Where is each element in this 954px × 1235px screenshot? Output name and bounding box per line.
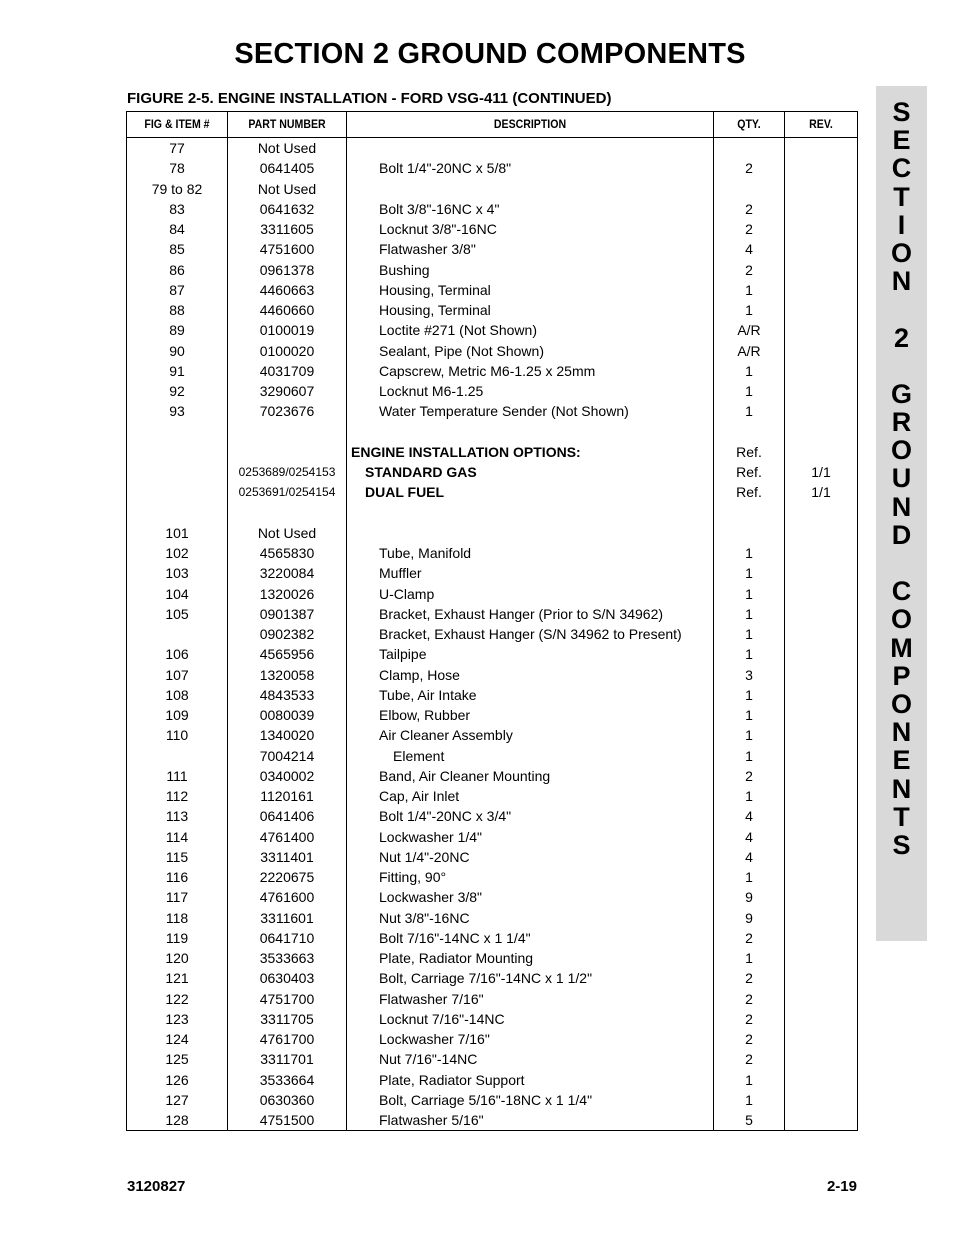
table-row bbox=[127, 847, 857, 867]
fig-item-cell: 83 bbox=[169, 200, 185, 217]
fig-item-cell: 108 bbox=[165, 686, 189, 703]
qty-cell: 2 bbox=[745, 970, 753, 987]
fig-item-cell: 92 bbox=[169, 383, 185, 399]
part-number-cell: 0100019 bbox=[259, 322, 315, 339]
table-row bbox=[127, 725, 857, 745]
qty-cell: 9 bbox=[745, 889, 753, 906]
description-cell: Cap, Air Inlet bbox=[379, 788, 460, 804]
qty-cell: 1 bbox=[745, 1071, 753, 1088]
table-row bbox=[127, 827, 857, 847]
table-row bbox=[127, 1029, 857, 1049]
description-cell: Water Temperature Sender (Not Shown) bbox=[379, 403, 629, 420]
qty-cell: 1 bbox=[745, 302, 753, 318]
table-row bbox=[127, 260, 857, 280]
description-cell: Bolt, Carriage 7/16"-14NC x 1 1/2" bbox=[379, 970, 593, 987]
qty-cell: 1 bbox=[745, 626, 753, 642]
side-tab-letter: T bbox=[893, 801, 910, 832]
table-row bbox=[127, 300, 857, 320]
table-row bbox=[127, 786, 857, 806]
table-row bbox=[127, 341, 857, 361]
side-tab-letter: I bbox=[897, 209, 906, 240]
side-tab-letter: T bbox=[893, 181, 910, 212]
description-cell: Locknut M6-1.25 bbox=[379, 383, 484, 399]
side-tab-letter: 2 bbox=[893, 322, 910, 353]
qty-cell: 3 bbox=[745, 666, 753, 683]
fig-item-cell: 128 bbox=[165, 1112, 189, 1128]
rev-cell: 1/1 bbox=[811, 484, 831, 501]
side-tab-letter bbox=[876, 295, 927, 323]
qty-cell: 2 bbox=[745, 160, 753, 177]
table-row bbox=[127, 1070, 857, 1090]
side-tab-letter: M bbox=[890, 632, 913, 663]
fig-item-cell: 111 bbox=[166, 767, 188, 784]
description-cell: Bushing bbox=[379, 261, 430, 278]
description-cell: Bolt 1/4"-20NC x 5/8" bbox=[379, 160, 512, 177]
description-cell: Bracket, Exhaust Hanger (Prior to S/N 34962) bbox=[379, 605, 664, 622]
description-cell: Bracket, Exhaust Hanger (S/N 34962 to Present) bbox=[379, 626, 682, 642]
fig-item-cell: 85 bbox=[169, 241, 185, 258]
part-number-cell: 0641710 bbox=[259, 929, 315, 946]
qty-cell: 1 bbox=[745, 1091, 753, 1108]
page-number: 2-19 bbox=[826, 1178, 857, 1195]
qty-cell: A/R bbox=[737, 322, 761, 339]
part-number-cell: 0340002 bbox=[259, 767, 315, 784]
fig-item-cell: 117 bbox=[165, 889, 189, 906]
side-tab-letter: N bbox=[891, 717, 912, 748]
side-tab-letter: C bbox=[891, 153, 912, 184]
part-number-cell: 3220084 bbox=[259, 565, 315, 582]
qty-cell: 4 bbox=[745, 808, 753, 825]
part-number-cell: 3533663 bbox=[259, 950, 315, 966]
description-cell: Bolt 3/8"-16NC x 4" bbox=[379, 200, 500, 217]
description-cell: Plate, Radiator Support bbox=[379, 1071, 525, 1088]
side-tab-letter: E bbox=[892, 125, 911, 156]
description-cell: Locknut 3/8"-16NC bbox=[379, 221, 497, 237]
description-cell: Bolt, Carriage 5/16"-18NC x 1 1/4" bbox=[379, 1091, 593, 1108]
part-number-cell: 0080039 bbox=[259, 707, 315, 723]
part-number-cell: 0630403 bbox=[259, 970, 315, 987]
description-cell: Fitting, 90° bbox=[379, 869, 447, 885]
part-number-cell: 3290607 bbox=[259, 383, 315, 399]
description-cell: Muffler bbox=[379, 565, 422, 582]
table-row bbox=[127, 644, 857, 664]
part-number-cell: 0253689/0254153 bbox=[238, 465, 336, 479]
side-tab-letter: N bbox=[891, 491, 912, 522]
fig-item-cell: 127 bbox=[165, 1091, 189, 1108]
document-number: 3120827 bbox=[127, 1178, 186, 1195]
part-number-cell: 7023676 bbox=[259, 403, 315, 420]
qty-cell: 1 bbox=[745, 383, 753, 399]
table-row bbox=[127, 705, 857, 725]
part-number-cell: 2220675 bbox=[259, 869, 315, 885]
table-row bbox=[127, 543, 857, 563]
part-number-cell: 0902382 bbox=[259, 626, 315, 642]
fig-item-cell: 79 to 82 bbox=[151, 180, 203, 197]
qty-cell: Ref. bbox=[736, 484, 762, 501]
part-number-cell: 7004214 bbox=[259, 747, 315, 764]
qty-cell: 1 bbox=[745, 646, 753, 663]
part-number-cell: 3311605 bbox=[260, 221, 314, 237]
table-row bbox=[127, 179, 857, 199]
table-row bbox=[127, 948, 857, 968]
qty-cell: 2 bbox=[745, 221, 753, 237]
qty-cell: 4 bbox=[745, 828, 753, 845]
part-number-cell: 0100020 bbox=[259, 342, 315, 359]
fig-item-cell: 84 bbox=[169, 221, 185, 237]
part-number-cell: 0630360 bbox=[259, 1091, 315, 1108]
side-tab-letter: N bbox=[891, 773, 912, 804]
table-row bbox=[127, 462, 857, 482]
qty-cell: 1 bbox=[745, 403, 753, 420]
table-row bbox=[127, 665, 857, 685]
description-cell: Capscrew, Metric M6-1.25 x 25mm bbox=[379, 362, 596, 379]
description-cell: Housing, Terminal bbox=[379, 281, 491, 298]
qty-cell: 1 bbox=[745, 788, 753, 804]
qty-cell: 2 bbox=[745, 767, 753, 784]
fig-item-cell: 89 bbox=[169, 322, 185, 339]
side-tab-letter: S bbox=[892, 829, 911, 860]
table-row bbox=[127, 908, 857, 928]
part-number-cell: 3311401 bbox=[260, 848, 314, 865]
side-tab-letter: G bbox=[890, 378, 912, 409]
qty-cell: Ref. bbox=[736, 443, 762, 460]
qty-cell: 4 bbox=[745, 241, 753, 258]
fig-item-cell: 110 bbox=[165, 727, 189, 744]
description-cell: DUAL FUEL bbox=[365, 484, 445, 501]
part-number-cell: 4565830 bbox=[259, 545, 315, 561]
fig-item-cell: 125 bbox=[165, 1051, 189, 1068]
part-number-cell: 3311705 bbox=[260, 1010, 314, 1027]
header-description: DESCRIPTION bbox=[493, 117, 567, 131]
table-row bbox=[127, 523, 857, 543]
description-cell: U-Clamp bbox=[379, 585, 435, 602]
table-row bbox=[127, 989, 857, 1009]
description-cell: Flatwasher 5/16" bbox=[379, 1112, 484, 1128]
rev-cell: 1/1 bbox=[811, 464, 831, 480]
description-cell: Lockwasher 3/8" bbox=[379, 889, 483, 906]
description-cell: Nut 7/16"-14NC bbox=[379, 1051, 478, 1068]
fig-item-cell: 87 bbox=[169, 281, 185, 298]
table-row bbox=[127, 1009, 857, 1029]
qty-cell: 4 bbox=[745, 848, 753, 865]
qty-cell: 1 bbox=[745, 605, 753, 622]
fig-item-cell: 86 bbox=[169, 261, 185, 278]
description-cell: Bolt 1/4"-20NC x 3/4" bbox=[379, 808, 512, 825]
description-cell: Plate, Radiator Mounting bbox=[379, 950, 534, 966]
fig-item-cell: 104 bbox=[165, 585, 189, 602]
fig-item-cell: 113 bbox=[165, 808, 189, 825]
fig-item-cell: 78 bbox=[169, 160, 185, 177]
fig-item-cell: 120 bbox=[165, 950, 189, 966]
fig-item-cell: 106 bbox=[165, 646, 189, 663]
side-tab-letter: U bbox=[891, 463, 912, 494]
part-number-cell: 0253691/0254154 bbox=[238, 485, 336, 500]
qty-cell: 2 bbox=[745, 990, 753, 1007]
table-row bbox=[127, 239, 857, 259]
fig-item-cell: 105 bbox=[165, 605, 189, 622]
qty-cell: 2 bbox=[745, 929, 753, 946]
table-row bbox=[127, 806, 857, 826]
description-cell: Loctite #271 (Not Shown) bbox=[379, 322, 537, 339]
table-row bbox=[127, 867, 857, 887]
part-number-cell: 0641405 bbox=[259, 160, 315, 177]
header-part-number: PART NUMBER bbox=[248, 117, 326, 131]
description-cell: Tube, Air Intake bbox=[379, 686, 477, 703]
qty-cell: 1 bbox=[745, 545, 753, 561]
qty-cell: 1 bbox=[745, 869, 753, 885]
qty-cell: 1 bbox=[745, 707, 753, 723]
part-number-cell: 4751500 bbox=[259, 1112, 315, 1128]
part-number-cell: 4761600 bbox=[259, 889, 315, 906]
table-row bbox=[127, 624, 857, 644]
table-row bbox=[127, 563, 857, 583]
side-tab-letter: N bbox=[891, 266, 912, 297]
qty-cell: 1 bbox=[745, 362, 753, 379]
side-tab-letter: E bbox=[892, 745, 911, 776]
header-fig: FIG & ITEM # bbox=[144, 117, 210, 131]
side-tab-letter: O bbox=[890, 435, 912, 466]
header-rev: REV. bbox=[809, 117, 833, 131]
table-row bbox=[127, 887, 857, 907]
fig-item-cell: 109 bbox=[165, 707, 189, 723]
qty-cell: 2 bbox=[745, 1010, 753, 1027]
fig-item-cell: 88 bbox=[169, 302, 185, 318]
table-row bbox=[127, 968, 857, 988]
description-cell: ENGINE INSTALLATION OPTIONS: bbox=[351, 443, 581, 460]
part-number-cell: 4843533 bbox=[259, 686, 315, 703]
fig-item-cell: 101 bbox=[165, 524, 189, 541]
side-tab-letter bbox=[876, 352, 927, 380]
description-cell: Bolt 7/16"-14NC x 1 1/4" bbox=[379, 929, 531, 946]
part-number-cell: 1320026 bbox=[259, 585, 315, 602]
part-number-cell: 4751600 bbox=[259, 241, 315, 258]
side-tab-letter: O bbox=[890, 604, 912, 635]
part-number-cell: Not Used bbox=[257, 180, 317, 197]
description-cell: Nut 3/8"-16NC bbox=[379, 909, 470, 926]
qty-cell: 1 bbox=[745, 281, 753, 298]
side-tab-letter: C bbox=[891, 576, 912, 607]
table-row bbox=[127, 401, 857, 421]
figure-title: FIGURE 2-5. ENGINE INSTALLATION - FORD VSG-411 (CONTINUED) bbox=[127, 90, 612, 107]
side-tab-letter: S bbox=[892, 97, 911, 127]
part-number-cell: 4460663 bbox=[259, 281, 315, 298]
part-number-cell: 0641406 bbox=[259, 808, 315, 825]
description-cell: Element bbox=[393, 747, 445, 764]
header-qty: QTY. bbox=[737, 117, 761, 131]
description-cell: Flatwasher 7/16" bbox=[379, 990, 484, 1007]
table-row bbox=[127, 361, 857, 381]
table-row bbox=[127, 422, 857, 442]
description-cell: Locknut 7/16"-14NC bbox=[379, 1010, 505, 1027]
side-tab-letter bbox=[876, 549, 927, 577]
qty-cell: 1 bbox=[745, 565, 753, 582]
fig-item-cell: 126 bbox=[165, 1071, 189, 1088]
description-cell: Lockwasher 1/4" bbox=[379, 828, 483, 845]
part-number-cell: 0961378 bbox=[259, 261, 315, 278]
part-number-cell: 1320058 bbox=[259, 666, 315, 683]
table-row bbox=[127, 219, 857, 239]
part-number-cell: 0641632 bbox=[259, 200, 315, 217]
table-header bbox=[127, 112, 857, 138]
part-number-cell: 3311601 bbox=[260, 909, 314, 926]
table-row bbox=[127, 1090, 857, 1110]
description-cell: Clamp, Hose bbox=[379, 666, 460, 683]
fig-item-cell: 119 bbox=[165, 929, 189, 946]
fig-item-cell: 121 bbox=[165, 970, 189, 987]
part-number-cell: 0901387 bbox=[259, 605, 315, 622]
fig-item-cell: 116 bbox=[165, 869, 189, 885]
qty-cell: 2 bbox=[745, 1031, 753, 1047]
qty-cell: 2 bbox=[745, 200, 753, 217]
qty-cell: A/R bbox=[737, 342, 761, 359]
qty-cell: 2 bbox=[745, 261, 753, 278]
fig-item-cell: 91 bbox=[169, 362, 185, 379]
table-row bbox=[127, 766, 857, 786]
table-row bbox=[127, 158, 857, 178]
table-row bbox=[127, 1049, 857, 1069]
table-row bbox=[127, 928, 857, 948]
qty-cell: 1 bbox=[745, 950, 753, 966]
fig-item-cell: 77 bbox=[169, 140, 185, 156]
table-row bbox=[127, 199, 857, 219]
part-number-cell: 4031709 bbox=[259, 362, 315, 379]
side-tab-letter: O bbox=[890, 688, 912, 719]
section-side-tab[interactable] bbox=[876, 86, 927, 941]
part-number-cell: 4761400 bbox=[259, 828, 315, 845]
side-tab-letter: R bbox=[891, 407, 912, 438]
part-number-cell: 4761700 bbox=[259, 1031, 315, 1047]
description-cell: Tube, Manifold bbox=[379, 545, 472, 561]
description-cell: Tailpipe bbox=[379, 646, 427, 663]
fig-item-cell: 118 bbox=[165, 909, 189, 926]
fig-item-cell: 122 bbox=[165, 990, 189, 1007]
side-tab-letter: P bbox=[892, 660, 911, 691]
description-cell: Flatwasher 3/8" bbox=[379, 241, 476, 258]
fig-item-cell: 124 bbox=[165, 1031, 189, 1047]
qty-cell: 1 bbox=[745, 686, 753, 703]
part-number-cell: 4460660 bbox=[259, 302, 315, 318]
fig-item-cell: 103 bbox=[165, 565, 189, 582]
table-row bbox=[127, 280, 857, 300]
part-number-cell: 4751700 bbox=[259, 990, 315, 1007]
side-tab-letter: D bbox=[891, 519, 912, 550]
part-number-cell: 3311701 bbox=[260, 1051, 314, 1068]
fig-item-cell: 107 bbox=[165, 666, 189, 683]
table-row bbox=[127, 320, 857, 340]
description-cell: Sealant, Pipe (Not Shown) bbox=[379, 342, 544, 359]
qty-cell: 1 bbox=[745, 585, 753, 602]
table-row bbox=[127, 442, 857, 462]
part-number-cell: 3533664 bbox=[259, 1071, 315, 1088]
description-cell: Elbow, Rubber bbox=[379, 707, 471, 723]
fig-item-cell: 102 bbox=[165, 545, 189, 561]
table-row bbox=[127, 381, 857, 401]
description-cell: Lockwasher 7/16" bbox=[379, 1031, 490, 1047]
section-title: SECTION 2 GROUND COMPONENTS bbox=[234, 38, 746, 70]
qty-cell: 1 bbox=[745, 727, 753, 744]
part-number-cell: 1120161 bbox=[260, 788, 314, 804]
table-row bbox=[127, 1110, 857, 1130]
table-row bbox=[127, 604, 857, 624]
part-number-cell: Not Used bbox=[257, 524, 317, 541]
part-number-cell: 1340020 bbox=[259, 727, 315, 744]
side-tab-letter: O bbox=[890, 237, 912, 268]
fig-item-cell: 115 bbox=[165, 848, 189, 865]
table-row bbox=[127, 503, 857, 523]
fig-item-cell: 123 bbox=[165, 1010, 189, 1027]
qty-cell: 5 bbox=[745, 1112, 753, 1128]
description-cell: Housing, Terminal bbox=[379, 302, 491, 318]
qty-cell: 9 bbox=[745, 909, 753, 926]
parts-table bbox=[126, 111, 858, 1131]
fig-item-cell: 93 bbox=[169, 403, 185, 420]
table-row bbox=[127, 685, 857, 705]
side-tab-letters bbox=[876, 98, 927, 859]
table-row bbox=[127, 746, 857, 766]
table-row bbox=[127, 138, 857, 158]
description-cell: Air Cleaner Assembly bbox=[379, 727, 513, 744]
fig-item-cell: 112 bbox=[165, 788, 189, 804]
table-row bbox=[127, 584, 857, 604]
description-cell: STANDARD GAS bbox=[365, 464, 477, 480]
fig-item-cell: 90 bbox=[169, 342, 185, 359]
qty-cell: 2 bbox=[745, 1051, 753, 1068]
qty-cell: Ref. bbox=[736, 464, 762, 480]
description-cell: Band, Air Cleaner Mounting bbox=[379, 767, 551, 784]
fig-item-cell: 114 bbox=[165, 828, 189, 845]
table-row bbox=[127, 482, 857, 502]
description-cell: Nut 1/4"-20NC bbox=[379, 848, 470, 865]
part-number-cell: 4565956 bbox=[259, 646, 315, 663]
qty-cell: 1 bbox=[745, 747, 753, 764]
part-number-cell: Not Used bbox=[257, 140, 317, 156]
